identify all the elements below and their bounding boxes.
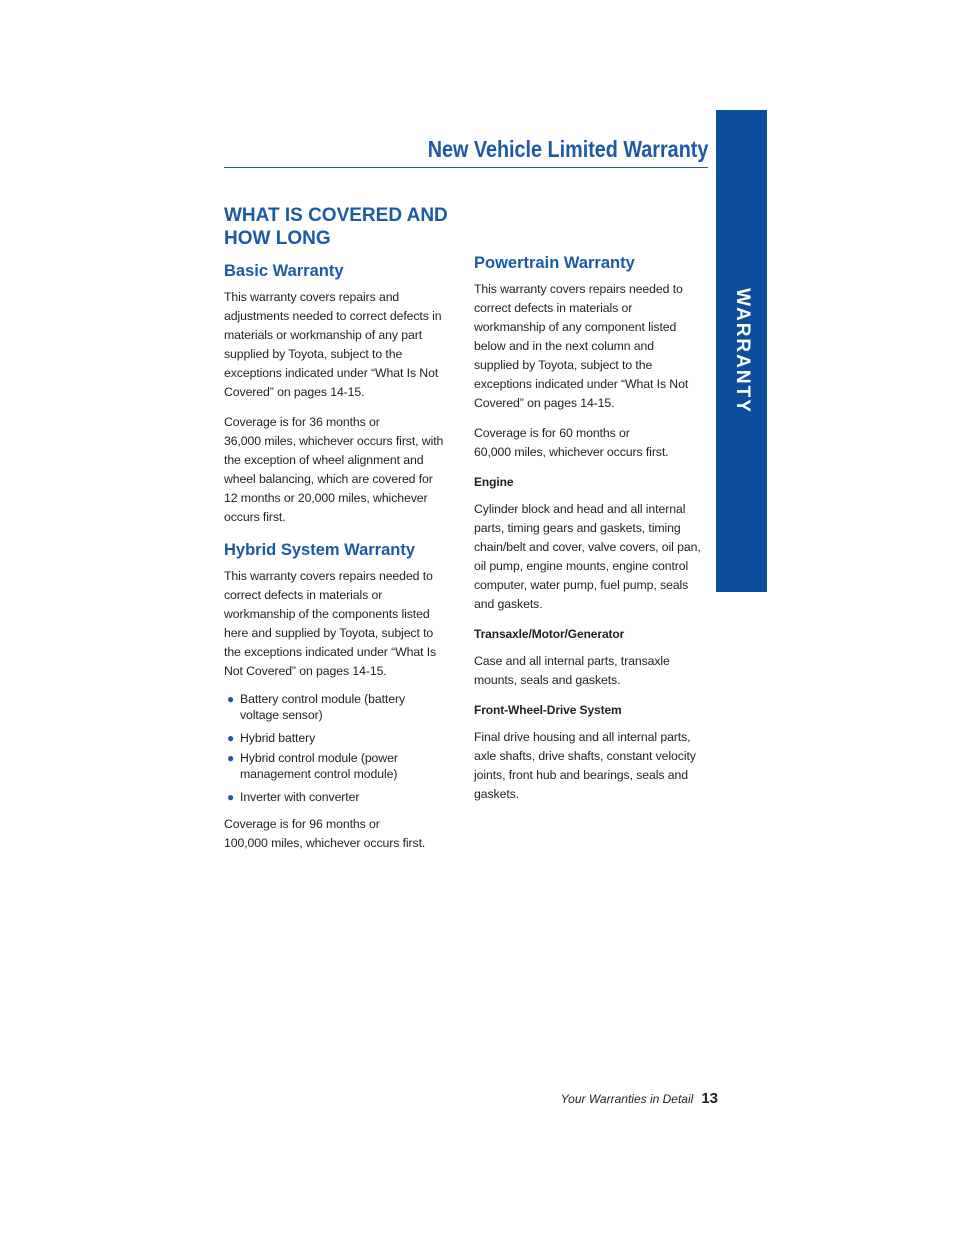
bullet-dot: ● — [227, 731, 235, 745]
section-heading — [224, 204, 504, 250]
list-item: ● Battery control module (battery voltage sensor) — [227, 692, 406, 722]
powertrain-warranty-description: This warranty covers repairs needed to correct defects in materials or workmanship of any component listed below and in the next column and supplied by Toyota, subject to the exceptions indicated under “What Is Not Covered” on pages 14-15. — [474, 282, 689, 410]
engine-label: Engine — [474, 475, 514, 489]
transaxle-label: Transaxle/Motor/Generator — [474, 627, 625, 641]
list-item: ● Inverter with converter — [224, 788, 464, 807]
transaxle-description: Case and all internal parts, transaxle mounts, seals and gaskets. — [474, 654, 670, 687]
side-tab-label: WARRANTY — [731, 288, 753, 414]
list-item: ● Hybrid battery — [224, 729, 464, 748]
page-title: New Vehicle Limited Warranty — [427, 136, 708, 162]
powertrain-warranty-heading: Powertrain Warranty — [474, 254, 635, 272]
fwd-label: Front-Wheel-Drive System — [474, 703, 622, 717]
engine-description: Cylinder block and head and all internal parts, timing gears and gaskets, timing chain/belt and cover, valve covers, oil pan, oil pump, engine mounts, engine control computer, water pump, fuel pump, seals and gaskets. — [474, 502, 701, 611]
page-footer — [561, 1090, 718, 1107]
hybrid-components-list — [224, 691, 464, 807]
basic-warranty-description: This warranty covers repairs and adjustments needed to correct defects in materials or workmanship of any part supplied by Toyota, subject to the exceptions indicated under “What Is Not Covered” on pages 14-15. — [224, 290, 442, 399]
bullet-dot: ● — [227, 751, 235, 765]
right-column — [474, 252, 714, 804]
bullet-dot: ● — [227, 790, 235, 804]
hybrid-warranty-description: This warranty covers repairs needed to correct defects in materials or workmanship of the components listed here and supplied by Toyota, subject to the exceptions indicated under “What Is Not Covered” on pages 14-15. — [224, 569, 437, 678]
left-column — [224, 204, 464, 853]
basic-warranty-coverage: Coverage is for 36 months or 36,000 miles, whichever occurs first, with the exception of wheel alignment and wheel balancing, which are covered for 12 months or 20,000 miles, whichever occurs first. — [224, 415, 444, 524]
fwd-description: Final drive housing and all internal parts, axle shafts, drive shafts, constant velocity joints, front hub and bearings, seals and gaskets. — [474, 730, 696, 801]
section-heading-line-1: WHAT IS COVERED AND — [224, 205, 448, 226]
title-divider — [224, 167, 708, 168]
hybrid-warranty-heading: Hybrid System Warranty — [224, 541, 416, 559]
basic-warranty-heading: Basic Warranty — [224, 262, 344, 280]
bullet-dot: ● — [227, 692, 235, 706]
footer-label: Your Warranties in Detail — [560, 1092, 694, 1106]
side-tab — [716, 110, 767, 592]
hybrid-warranty-coverage: Coverage is for 96 months or 100,000 miles, whichever occurs first. — [224, 817, 426, 850]
list-item: ● Hybrid control module (power management control module) — [227, 751, 398, 781]
powertrain-warranty-coverage: Coverage is for 60 months or 60,000 miles, whichever occurs first. — [474, 426, 669, 459]
section-heading-line-2: HOW LONG — [224, 228, 331, 249]
page-number: 13 — [701, 1090, 718, 1107]
